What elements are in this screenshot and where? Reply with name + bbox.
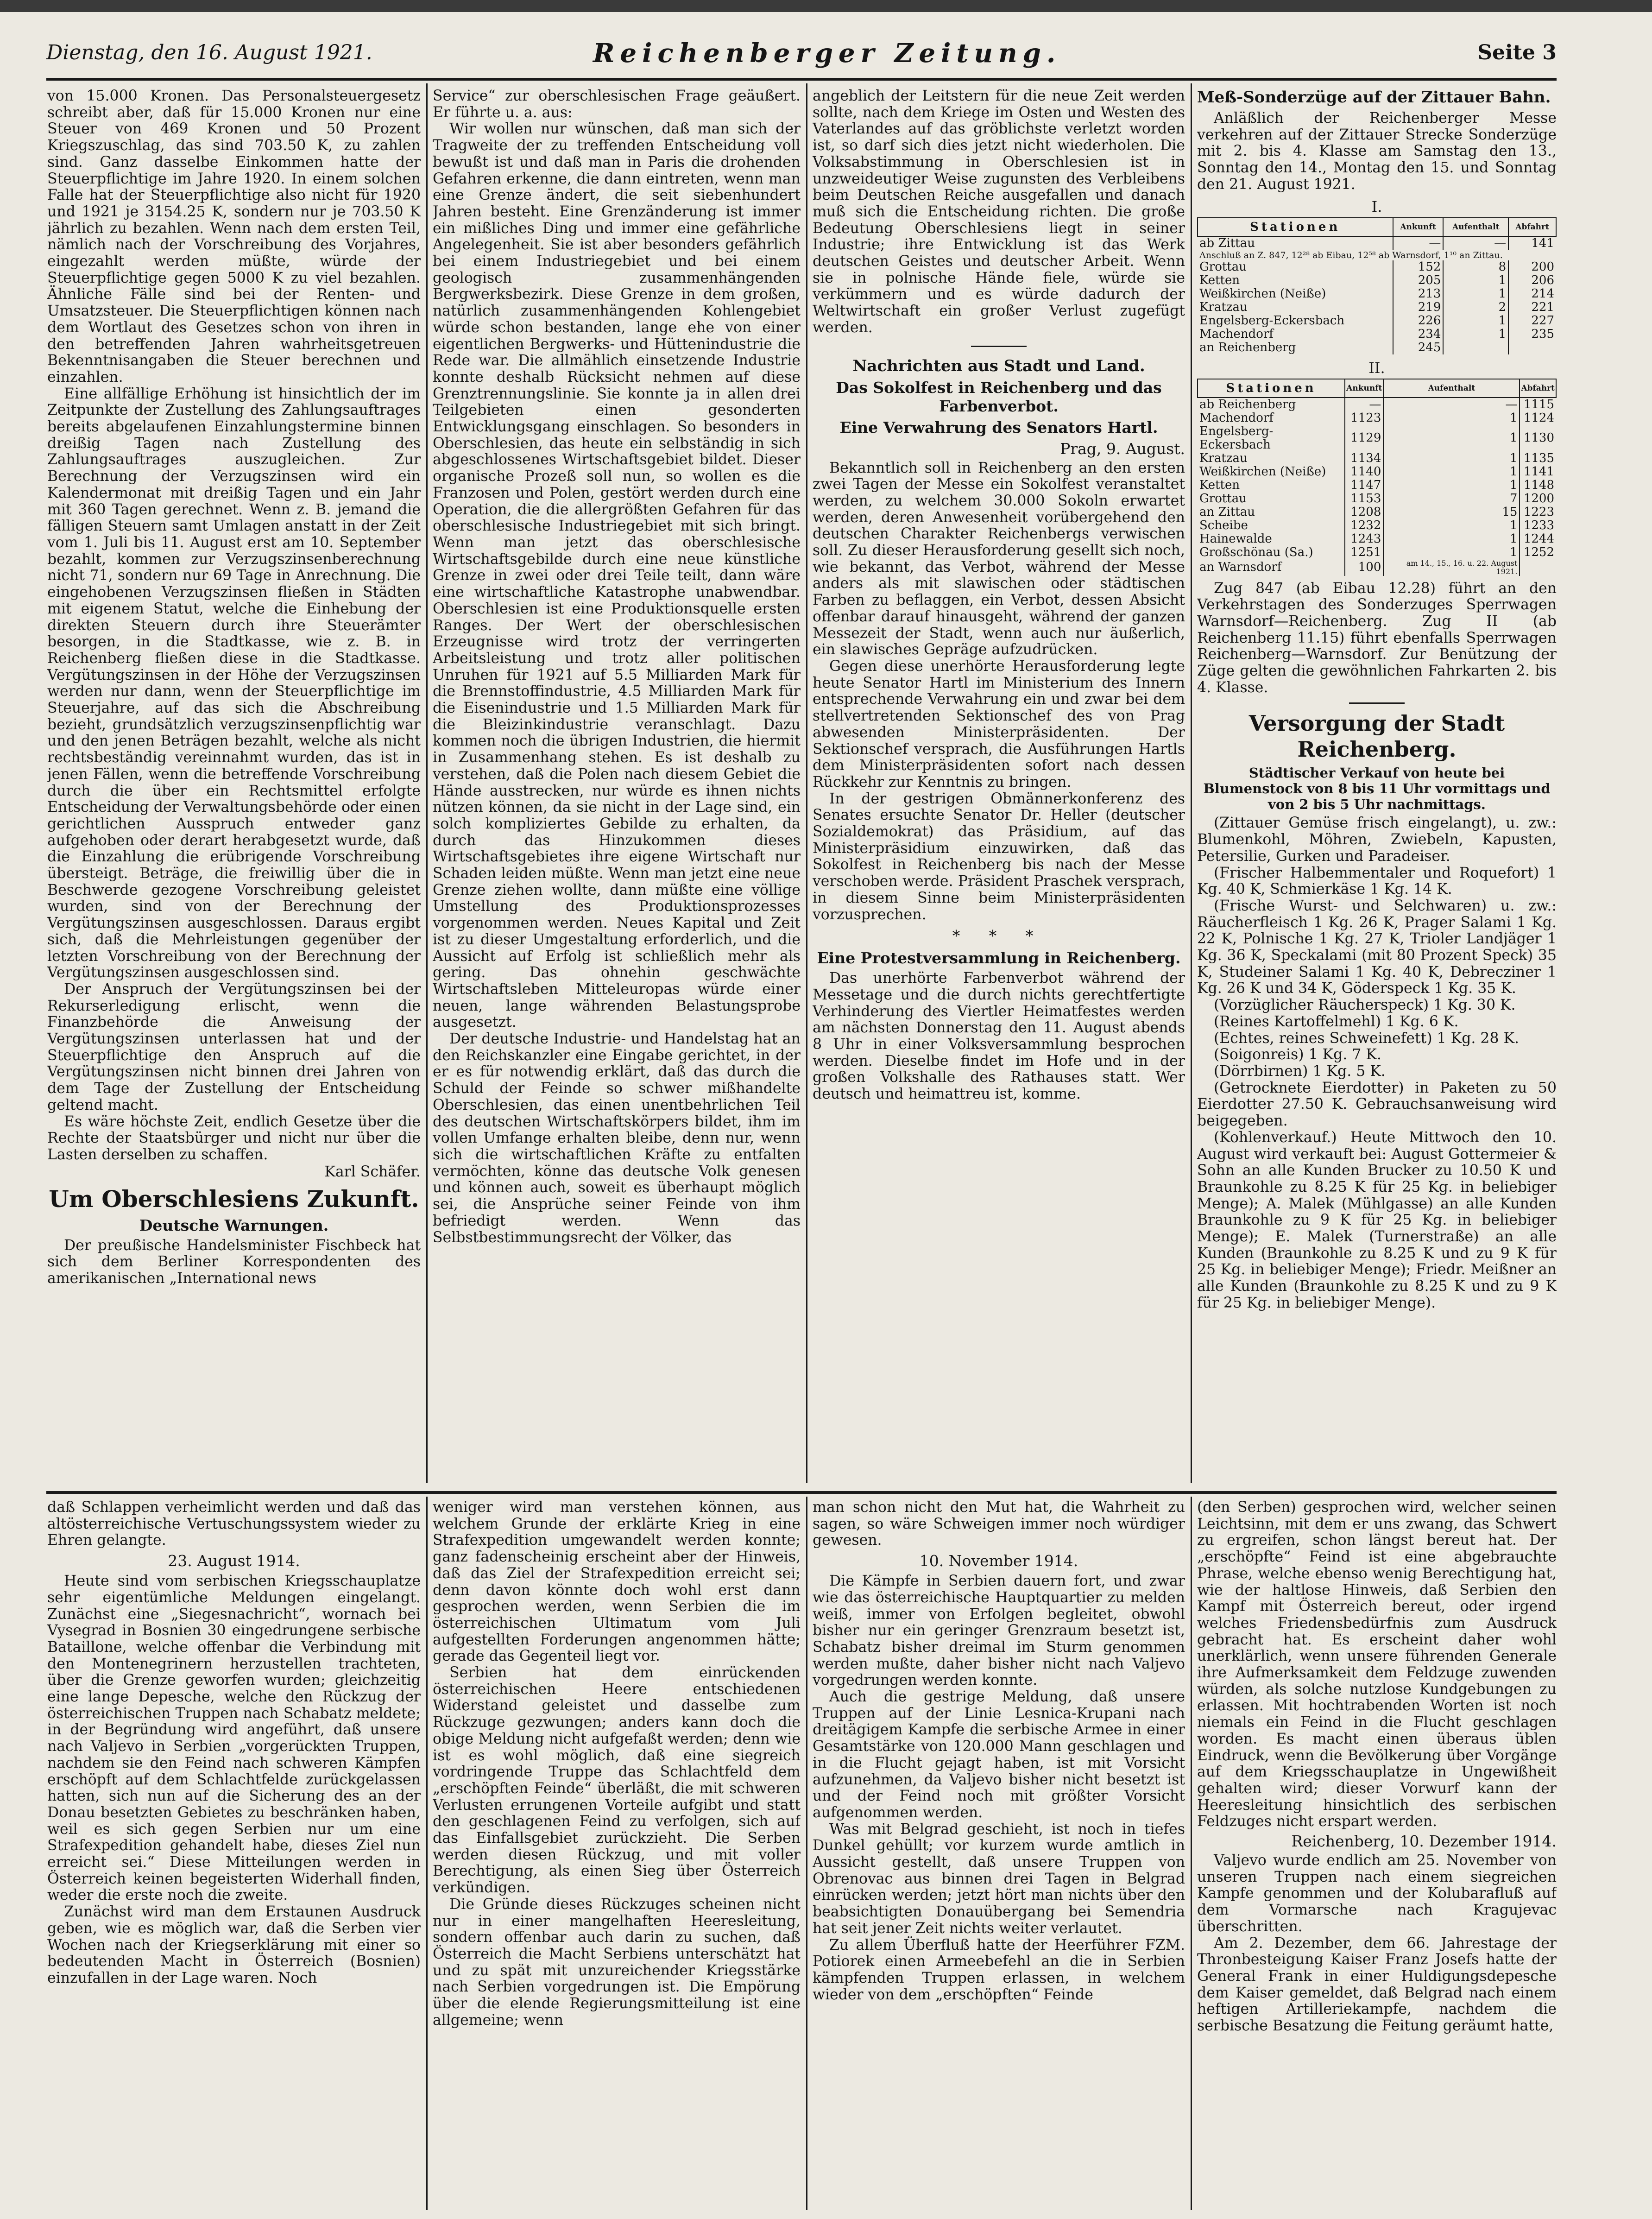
article-paragraph: Die Kämpfe in Serbien dauern fort, und zwar wie das österreichische Hauptquartier zu melden weiß, immer von Erfolgen begleitet, obwohl bisher nur ein geringer Grenzraum besetzt ist, Schabatz bisher dreimal im Sturm genommen werden mußte, daher bisher nicht nach Valjevo vorgedrungen werden konnte. [813, 1573, 1185, 1689]
station-cell: Ketten [1199, 478, 1240, 492]
arrival-cell: 1243 [1345, 532, 1383, 546]
column-rule [806, 1497, 807, 2210]
scan-edge [0, 0, 1652, 12]
article-headline: Das Sokolfest in Reichenberg und das Farbenverbot. [836, 378, 1162, 415]
article-paragraph: Die Gründe dieses Rückzuges scheinen nicht nur in einer mangelhaften Heeresleitung, sondern offenbar auch darin zu suchen, daß Österreich die Macht Serbiens unterschätzt hat und zu spät mit unzureichender Kriegsstärke nach Serbien vorgedrungen ist. Die Empörung über die elende Regierungsmitteilung ist eine allgemeine; wenn [433, 1896, 801, 2029]
table-row [1198, 492, 1556, 506]
arrival-cell: 1147 [1345, 479, 1383, 492]
diary-date: 10. November 1914. [919, 1552, 1078, 1570]
departure-cell [1520, 559, 1556, 576]
station-cell: Weißkirchen (Neiße) [1199, 286, 1326, 301]
departure-cell: 227 [1508, 314, 1556, 328]
supply-item: (Kohlenverkauf.) Heute Mittwoch den 10. August wird verkauft bei: August Gottermeier & Sohn an alle Kunden Brucker zu 10.50 K und Braunkohle zu 8.25 K für 25 Kg. in beliebiger Menge); A. Malek (Mühlgasse) an alle Kunden Braunkohle zu 9 K für 25 Kg. in beliebiger Menge); E. Malek (Turnerstraße) an alle Kunden (Braunkohle zu 8.25 K und zu 9 K für 25 Kg. in beliebiger Menge); Friedr. Meißner an alle Kunden (Braunkohle zu 8.25 K und zu 9 K für 25 Kg. in beliebiger Menge). [1197, 1129, 1557, 1311]
departure-cell: 200 [1508, 260, 1556, 274]
article-paragraph: Valjevo wurde endlich am 25. November von unseren Truppen nach einem siegreichen Kampfe genommen und der Kolubarafluß auf dem Vormarsche nach Kragujevac überschritten. [1197, 1852, 1557, 1935]
article-paragraph: daß Schlappen verheimlicht werden und daß das altösterreichische Vertuschungssystem wieder zu Ehren gelangte. [47, 1499, 421, 1549]
stop-cell: — [1383, 398, 1520, 411]
departure-cell: 1244 [1520, 532, 1556, 546]
station-cell: Scheibe [1199, 518, 1248, 532]
departure-cell: 1223 [1520, 506, 1556, 519]
departure-cell: 141 [1508, 236, 1556, 250]
bottom-column-1 [47, 1499, 421, 2213]
departure-cell: 1130 [1520, 425, 1556, 452]
arrival-cell: 1251 [1345, 546, 1383, 559]
bottom-column-2 [433, 1499, 801, 2213]
station-cell: Kratzau [1199, 451, 1248, 465]
stop-cell: 8 [1443, 260, 1508, 274]
column-3 [813, 88, 1185, 1487]
table-row [1198, 519, 1556, 532]
table-row [1198, 546, 1556, 559]
departure-cell: 1233 [1520, 519, 1556, 532]
table-label: II. [1368, 359, 1385, 377]
dateline: Prag, 9. August. [1060, 439, 1185, 458]
station-cell: Engelsberg-Eckersbach [1199, 313, 1345, 328]
table-row [1198, 250, 1556, 260]
supply-list [1197, 815, 1557, 1311]
column-header: Aufenthalt [1443, 218, 1508, 236]
article-paragraph: Auch die gestrige Meldung, daß unsere Truppen auf der Linie Lesnica-Krupani nach dreitägigem Kampfe die serbische Armee in einer Gesamtstärke von 120.000 Mann geschlagen und in die Flucht gejagt haben, ist mit Vorsicht aufzunehmen, da Valjevo bisher nicht besetzt ist und der Feind noch mit größter Vorsicht aufgenommen werden. [813, 1688, 1185, 1821]
station-cell: Machendorf [1199, 411, 1274, 425]
stop-cell: 1 [1383, 519, 1520, 532]
article-paragraph: Serbien hat dem einrückenden österreichischen Heere entschiedenen Widerstand geleistet und dasselbe zum Rückzuge gezwungen; anders kann doch die obige Meldung nicht aufgefaßt werden; denn wie ist es wohl möglich, daß eine siegreich vordringende Truppe das Schlachtfeld dem „erschöpften Feinde“ überläßt, die mit schweren Verlusten errungenen Vorteile aufgibt und statt den geschlagenen Feind zu verfolgen, sich auf das Einfallsgebiet zurückzieht. Die Serben werden diesen Rückzug, und mit voller Berechtigung, als einen Sieg über Österreich verkündigen. [433, 1664, 801, 1897]
section-rule [46, 1491, 1557, 1494]
article-paragraph: Zug 847 (ab Eibau 12.28) führt an den Verkehrstagen des Sonderzuges Sperrwagen Warnsdorf—Reichenberg. Zug II (ab Reichenberg 11.15) führt ebenfalls Sperrwagen Reichenberg—Warnsdorf. Zur Benützung der Züge gelten die gewöhnlichen Fahrkarten 2. bis 4. Klasse. [1197, 580, 1557, 696]
article-paragraph: (den Serben) gesprochen wird, welcher seinen Leichtsinn, mit dem er uns zwang, das Schwert zu ergreifen, schon längst bereut hat. Der „erschöpfte“ Feind ist eine abgebrauchte Phrase, welche ebenso wenig Berechtigung hat, wie der haltlose Hinweis, daß Serbien den Kampf mit Österreich bereut, oder irgend welches Friedensbedürfnis zum Ausdruck gebracht hat. Es erscheint daher wohl unerklärlich, wenn unsere führenden Generale ihre Aufmerksamkeit dem Feldzuge zuwenden würden, als solche nutzlose Kundgebungen zu erlassen. Mit hochtrabenden Worten ist noch niemals ein Feind in die Flucht geschlagen worden. Es macht einen überaus üblen Eindruck, wenn die Bevölkerung über Vorgänge auf dem Kriegsschauplatze in Ungewißheit gehalten wird; dieser Vorwurf kann der Heeresleitung hinsichtlich des serbischen Feldzuges nicht erspart werden. [1197, 1499, 1557, 1830]
departure-cell: 1252 [1520, 546, 1556, 559]
section-stars: * * * [952, 927, 1046, 945]
stop-cell: 1 [1383, 411, 1520, 425]
stop-cell: 1 [1443, 328, 1508, 341]
article-paragraph: Was mit Belgrad geschieht, ist noch in tiefes Dunkel gehüllt; vor kurzem wurde amtlich in Aussicht gestellt, daß unsere Truppen von Obrenovac aus binnen drei Tagen in Belgrad einrücken werden; jetzt hört man nichts über den beabsichtigten Donauübergang bei Semendria hat seit jener Zeit nichts weiter verlautet. [813, 1821, 1185, 1937]
arrival-cell: 1129 [1345, 425, 1383, 452]
article-paragraph: In der gestrigen Obmännerkonferenz des Senates ersuchte Senator Dr. Heller (deutscher Sozialdemokrat) das Präsidium, auf das Ministerpräsidium einzuwirken, daß das Sokolfest in Reichenberg bis nach der Messe verschoben werde. Präsident Praschek versprach, in diesem Sinne beim Ministerpräsidenten vorzusprechen. [813, 790, 1185, 923]
article-paragraph: von 15.000 Kronen. Das Personalsteuergesetz schreibt aber, daß für 15.000 Kronen nur eine Steuer von 469 Kronen und 50 Prozent Kriegszuschlag, das sind 703.50 K, zu zahlen sind. Ganz dasselbe Einkommen hatte der Steuerpflichtige im Jahre 1920. In einem solchen Falle hat der Steuerpflichtige also nicht für 1920 und 1921 je 3154.25 K, sondern nur je 703.50 K jährlich zu bezahlen. Wenn nach dem ersten Teil, nämlich nach der Vorschreibung des Vorjahres, eingezahlt werden müßte, würde der Steuerpflichtige gegen 5000 K zu viel bezahlen. Ähnliche Fälle sind bei der Renten- und Umsatzsteuer. Die Steuerpflichtigen können nach dem Wortlaut des Gesetzes schon von ihren in den betreffenden Jahren wahrheitsgetreuen Bekenntnisangaben die Steuer berechnen und einzahlen. [47, 88, 421, 386]
arrival-cell: 1232 [1345, 519, 1383, 532]
column-header: Ankunft [1345, 379, 1383, 398]
article-subheadline: Städtischer Verkauf von heute bei Blumenstock von 8 bis 11 Uhr vormittags und von 2 bis 5 Uhr nachmittags. [1203, 765, 1551, 813]
stop-cell: — [1443, 236, 1508, 250]
station-cell: ab Zittau [1199, 236, 1255, 250]
article-paragraph: Zunächst wird man dem Erstaunen Ausdruck geben, wie es möglich war, daß die Serben vier Wochen nach der Kriegserklärung mit einer so bedeutenden Macht in Österreich (Bosnien) einzufallen in der Lage waren. Noch [47, 1903, 421, 1986]
article-headline: Versorgung der Stadt Reichenberg. [1248, 711, 1505, 762]
column-header: Abfahrt [1520, 379, 1556, 398]
stop-cell: 1 [1383, 452, 1520, 465]
stop-cell: 7 [1383, 492, 1520, 506]
table-row [1198, 559, 1556, 576]
article-paragraph: Bekanntlich soll in Reichenberg an den ersten zwei Tagen der Messe ein Sokolfest veranstaltet werden, zu welchem 30.000 Sokoln erwartet werden, deren Anwesenheit vorübergehend den deutschen Charakter Reichenbergs verwischen soll. Zu dieser Herausforderung gesellt sich noch, wie bekannt, das Verbot, während der Messe anders als mit slawischen oder städtischen Farben zu beflaggen, ein Verbot, dessen Absicht offenbar darauf hinausgeht, während der ganzen Messezeit der Stadt, wenn auch nur äußerlich, ein slawisches Gepräge aufzudrücken. [813, 459, 1185, 658]
table-row [1198, 506, 1556, 519]
table-row [1198, 328, 1556, 341]
departure-cell: 206 [1508, 274, 1556, 287]
departure-cell: 1148 [1520, 479, 1556, 492]
column-2 [433, 88, 801, 1487]
column-rule [1191, 1497, 1192, 2210]
departure-cell: 1115 [1520, 398, 1556, 411]
article-paragraph: Das unerhörte Farbenverbot während der Messetage und die durch nichts gerechtfertigte Verhinderung des Viertler Heimatfestes werden am nächsten Donnerstag den 11. August abends 8 Uhr in einer Volksversammlung besprochen werden. Dieselbe findet im Hofe und in der großen Volkshalle des Rathauses statt. Wer deutsch und heimattreu ist, komme. [813, 970, 1185, 1103]
station-cell: an Warnsdorf [1199, 560, 1282, 575]
station-cell: Machendorf [1199, 327, 1274, 341]
station-cell: Ketten [1199, 273, 1240, 287]
supply-item: (Echtes, reines Schweinefett) 1 Kg. 28 K. [1214, 1030, 1520, 1047]
article-paragraph: Der Anspruch der Vergütungszinsen bei der Rekurserledigung erlischt, wenn die Finanzbehörde die Anweisung der Vergütungszinsen unterlassen hat und der Steuerpflichtige den Anspruch auf die Vergütungszinsen nicht binnen drei Jahren von dem Tage der Zustellung der Entscheidung geltend macht. [47, 980, 421, 1113]
arrival-cell: 1208 [1345, 506, 1383, 519]
station-cell: ab Reichenberg [1199, 397, 1296, 411]
table-row [1198, 465, 1556, 479]
author-signature: Karl Schäfer. [324, 1163, 421, 1180]
arrival-cell: 1153 [1345, 492, 1383, 506]
train-schedule-table-1 [1197, 217, 1557, 354]
column-rule [426, 83, 428, 1483]
departure-cell: 1141 [1520, 465, 1556, 479]
arrival-cell: — [1345, 398, 1383, 411]
supply-item: (Getrocknete Eierdotter) in Paketen zu 50 Eierdotter 27.50 K. Gebrauchsanweisung wird beigegeben. [1197, 1079, 1557, 1130]
arrival-cell: 213 [1393, 287, 1444, 301]
departure-cell: 1124 [1520, 411, 1556, 425]
masthead-title: Reichenberger Zeitung. [593, 38, 1061, 69]
column-header: Aufenthalt [1383, 379, 1520, 398]
header-rule [46, 78, 1557, 81]
arrival-cell: 1140 [1345, 465, 1383, 479]
article-paragraph: weniger wird man verstehen können, aus welchem Grunde der erklärte Krieg in eine Strafexpedition umgewandelt werden konnte; ganz fadenscheinig erscheint aber der Hinweis, daß das Ziel der Strafexpedition erreicht sei; denn davon könnte doch wohl erst dann gesprochen werden, wenn Serbien die im österreichischen Ultimatum vom Juli aufgestellten Forderungen angenommen hätte; gerade das Gegenteil liegt vor. [433, 1499, 801, 1665]
article-headline: Eine Protestversammlung in Reichenberg. [817, 949, 1181, 967]
stop-cell: 1 [1383, 546, 1520, 559]
table-row [1198, 287, 1556, 301]
table-row [1198, 301, 1556, 314]
column-4 [1197, 88, 1557, 1487]
stop-cell: 1 [1383, 479, 1520, 492]
supply-item: (Frische Wurst- und Selchwaren) u. zw.: Räucherfleisch 1 Kg. 26 K, Prager Salami 1 Kg. 22 K, Polnische 1 Kg. 27 K, Trioler Landjäger 1 Kg. 36 K, Speckalami (mit 80 Prozent Speck) 35 K, Studeiner Salami 1 Kg. 40 K, Debrecziner 1 Kg. 26 K und 34 K, Göderspeck 1 Kg. 35 K. [1197, 897, 1557, 997]
section-title: Nachrichten aus Stadt und Land. [852, 356, 1145, 375]
diary-date: Reichenberg, 10. Dezember 1914. [1291, 1832, 1557, 1851]
supply-item: (Reines Kartoffelmehl) 1 Kg. 6 K. [1214, 1013, 1459, 1030]
table-row [1198, 236, 1556, 250]
station-cell: an Zittau [1199, 505, 1255, 519]
column-1 [47, 88, 421, 1487]
arrival-cell: 219 [1393, 301, 1444, 314]
table-row [1198, 452, 1556, 465]
column-header: Ankunft [1393, 218, 1444, 236]
article-paragraph: Service“ zur oberschlesischen Frage geäußert. Er führte u. a. aus: [433, 88, 801, 121]
stop-cell: 1 [1383, 465, 1520, 479]
stop-cell [1443, 341, 1508, 354]
table-label: I. [1371, 197, 1382, 215]
station-cell: Großschönau (Sa.) [1199, 545, 1313, 559]
column-rule [806, 83, 807, 1483]
separator-rule [1349, 702, 1405, 704]
supply-item: (Vorzüglicher Räucherspeck) 1 Kg. 30 K. [1214, 997, 1516, 1014]
article-paragraph: Der preußische Handelsminister Fischbeck hat sich dem Berliner Korrespondenten des amerikanischen „International news [47, 1237, 421, 1287]
article-paragraph: man schon nicht den Mut hat, die Wahrheit zu sagen, so wäre Schweigen immer noch würdiger gewesen. [813, 1499, 1185, 1549]
departure-cell: 214 [1508, 287, 1556, 301]
stop-cell: 1 [1443, 287, 1508, 301]
supply-item: (Zittauer Gemüse frisch eingelangt), u. zw.: Blumenkohl, Möhren, Zwiebeln, Kapusten, Petersilie, Gurken und Paradeiser. [1197, 815, 1557, 865]
stop-cell: 1 [1443, 274, 1508, 287]
table-row [1198, 411, 1556, 425]
departure-cell: 1200 [1520, 492, 1556, 506]
table-row [1198, 314, 1556, 328]
arrival-cell: 234 [1393, 328, 1444, 341]
separator-rule [971, 346, 1027, 347]
article-paragraph: Gegen diese unerhörte Herausforderung legte heute Senator Hartl im Ministerium des Innern entsprechende Verwahrung ein und zwar bei dem stellvertretenden Sektionschef des von Prag abwesenden Ministerpräsidenten. Der Sektionschef versprach, die Ausführungen Hartls dem Ministerpräsidenten sofort nach dessen Rückkehr zur Kenntnis zu bringen. [813, 657, 1185, 790]
arrival-cell: 1134 [1345, 452, 1383, 465]
article-paragraph: angeblich der Leitstern für die neue Zeit werden sollte, nach dem Kriege im Osten und Westen des Vaterlandes auf das gröblichste verletzt worden ist, so darf sich dies jetzt nicht wiederholen. Die Volksabstimmung in Oberschlesien ist in unzweideutiger Weise zugunsten des Verbleibens beim Deutschen Reiche ausgefallen und danach muß sich die Entscheidung richten. Die große Bedeutung Oberschlesiens liegt in seiner Industrie; ihre Entwicklung ist das Werk deutschen Geistes und deutscher Arbeit. Wenn sie in polnische Hände fiele, würde sie verkümmern und es würde dadurch der Weltwirtschaft ein großer Verlust zugefügt werden. [813, 88, 1185, 336]
article-subheadline: Eine Verwahrung des Senators Hartl. [839, 418, 1158, 436]
header-date: Dienstag, den 16. August 1921. [46, 41, 372, 64]
article-headline: Um Oberschlesiens Zukunft. [49, 1185, 419, 1213]
departure-cell: 235 [1508, 328, 1556, 341]
station-cell: Grottau [1199, 259, 1247, 274]
article-paragraph: Wir wollen nur wünschen, daß man sich der Tragweite der zu treffenden Entscheidung voll bewußt ist und daß man in Paris die drohenden Gefahren erkenne, die dann eintreten, wenn man eine Grenze ändert, die seit siebenhundert Jahren besteht. Eine Grenzänderung ist immer ein mißliches Ding und immer eine gefährliche Angelegenheit. Sie ist aber besonders gefährlich bei einem Industriegebiet und bei einem geologisch zusammenhängenden Bergwerksbezirk. Diese Grenze in dem großen, natürlich zusammenhängenden Kohlengebiet würde schon bestanden, lange ehe von einer eigentlichen Bergwerks- und Hüttenindustrie die Rede war. Die allmählich einsetzende Industrie konnte deshalb Rücksicht nehmen auf diese Grenztrennungslinie. Sie konnte ja in allen drei Teilgebieten einen gesonderten Entwicklungsgang einschlagen. So besonders in Oberschlesien, das heute ein selbständig in sich abgeschlossenes Wirtschaftsgebiet bildet. Dieser organische Prozeß soll nun, so wollen es die Franzosen und Polen, gestört werden durch eine Operation, die die allergrößten Gefahren für das oberschlesische Industriegebiet mit sich bringt. Wenn man jetzt das oberschlesische Wirtschaftsgebilde durch eine neue künstliche Grenze in zwei oder drei Teile teilt, dann wäre eine wirtschaftliche Katastrophe unabwendbar. Oberschlesien ist eine Produktionsquelle ersten Ranges. Der Wert der oberschlesischen Erzeugnisse wird trotz der verringerten Arbeitsleistung und trotz aller politischen Unruhen für 1921 auf 5.5 Milliarden Mark für die Brennstoffindustrie, 4.5 Milliarden Mark für die Eisenindustrie und 1.5 Milliarden Mark für die Bleizinkindustrie veranschlagt. Dazu kommen noch die übrigen Industrien, die hiermit in Zusammenhang stehen. Es ist deshalb zu verstehen, daß die Polen nach diesem Gebiet die Hände ausstrecken, nur würde es ihnen nichts nützen können, da sie nicht in der Lage sind, ein solch kompliziertes Gebilde zu erhalten, da durch das Hinzukommen dieses Wirtschaftsgebietes ihre eigene Wirtschaft nur Schaden leiden müßte. Wenn man jetzt eine neue Grenze ziehen wollte, dann müßte eine völlige Umstellung des Produktionsprozesses vorgenommen werden. Neues Kapital und Zeit ist zu dieser Umgestaltung erforderlich, und die Aussicht auf Erfolg ist schließlich mehr als gering. Das ohnehin geschwächte Wirtschaftsleben Mitteleuropas würde einer neuen, lange währenden Belastungsprobe ausgesetzt. [433, 120, 801, 1031]
column-rule [1191, 83, 1192, 1483]
column-header: Stationen [1198, 218, 1393, 236]
arrival-cell: 245 [1393, 341, 1444, 354]
stop-cell: 1 [1383, 532, 1520, 546]
article-subheadline: Deutsche Warnungen. [139, 1216, 329, 1234]
column-header: Stationen [1198, 379, 1345, 398]
train-schedule-table-2 [1197, 379, 1557, 576]
arrival-cell: 100 [1345, 559, 1383, 576]
column-header: Abfahrt [1508, 218, 1556, 236]
stop-cell: am 14., 15., 16. u. 22. August 1921. [1383, 559, 1520, 576]
departure-cell [1508, 341, 1556, 354]
train-schedule-title: Meß-Sonderzüge auf der Zittauer Bahn. [1197, 88, 1551, 107]
departure-cell: 1135 [1520, 452, 1556, 465]
stop-cell: 1 [1443, 314, 1508, 328]
stop-cell: 15 [1383, 506, 1520, 519]
station-cell: Hainewalde [1199, 531, 1272, 546]
table-row [1198, 398, 1556, 411]
station-cell: Grottau [1199, 491, 1247, 506]
table-row [1198, 274, 1556, 287]
page-number: Seite 3 [1477, 41, 1557, 64]
bottom-column-4 [1197, 1499, 1557, 2213]
station-cell: Engelsberg-Eckersbach [1199, 424, 1274, 452]
article-paragraph: Am 2. Dezember, dem 66. Jahrestage der Thronbesteigung Kaiser Franz Josefs hatte der General Frank in einer Huldigungsdepesche dem Kaiser gemeldet, daß Belgrad nach einem heftigen Artilleriekampfe, nachdem die serbische Besatzung die Feitung geräumt hatte, [1197, 1935, 1557, 2035]
article-paragraph: Der deutsche Industrie- und Handelstag hat an den Reichskanzler eine Eingabe gerichtet, in der er es für notwendig erklärt, daß das durch die Schuld der Feinde so schwer mißhandelte Oberschlesien, das einen unentbehrlichen Teil des deutschen Wirtschaftskörpers bildet, ihm im vollen Umfange erhalten bleibe, denn nur, wenn sich die wirtschaftlichen Kräfte zu entfalten vermöchten, könne das deutsche Volk genesen und können auch, soweit es überhaupt möglich sei, die Ansprüche seiner Feinde von ihm befriedigt werden. Wenn das Selbstbestimmungsrecht der Völker, das [433, 1030, 801, 1246]
table-row [1198, 425, 1556, 452]
article-paragraph: Zu allem Überfluß hatte der Heerführer FZM. Potiorek einen Armeebefehl an die in Serbien kämpfenden Truppen erlassen, in welchem wieder von dem „erschöpften“ Feinde [813, 1936, 1185, 2003]
table-row [1198, 260, 1556, 274]
supply-item: (Dörrbirnen) 1 Kg. 5 K. [1214, 1062, 1386, 1080]
station-cell: an Reichenberg [1199, 340, 1296, 354]
diary-date: 23. August 1914. [168, 1552, 300, 1570]
arrival-cell: 226 [1393, 314, 1444, 328]
arrival-cell: 1123 [1345, 411, 1383, 425]
bottom-column-3 [813, 1499, 1185, 2213]
table-row [1198, 341, 1556, 354]
table-row [1198, 532, 1556, 546]
stop-cell: 1 [1383, 425, 1520, 452]
table-row [1198, 479, 1556, 492]
page-header [46, 36, 1557, 73]
supply-item: (Frischer Halbemmentaler und Roquefort) 1 Kg. 40 K, Schmierkäse 1 Kg. 14 K. [1197, 864, 1557, 898]
supply-item: (Soigonreis) 1 Kg. 7 K. [1214, 1046, 1381, 1063]
article-paragraph: Es wäre höchste Zeit, endlich Gesetze über die Rechte der Staatsbürger und nicht nur über die Lasten derselben zu schaffen. [47, 1113, 421, 1163]
article-paragraph: Anläßlich der Reichenberger Messe verkehren auf der Zittauer Strecke Sonderzüge mit 2. bis 4. Klasse am Samstag den 13., Sonntag den 14., Montag den 15. und Sonntag den 21. August 1921. [1197, 110, 1557, 193]
station-cell: Kratzau [1199, 300, 1248, 314]
arrival-cell: 152 [1393, 260, 1444, 274]
column-rule [426, 1497, 428, 2210]
article-paragraph: Eine allfällige Erhöhung ist hinsichtlich der im Zeitpunkte der Zustellung des Zahlungsauftrages bereits abgelaufenen Einzahlungstermine binnen dreißig Tagen nach Zustellung des Zahlungsauftrages auszugleichen. Zur Berechnung der Verzugszinsen wird ein Kalendermonat mit dreißig Tagen und ein Jahr mit 360 Tagen gerechnet. Wenn z. B. jemand die fälligen Steuern samt Umlagen anstatt in der Zeit vom 1. Juli bis 11. August erst am 10. September bezahlt, kommen zur Verzugszinsenberechnung nicht 71, sondern nur 69 Tage in Anrechnung. Die eingehobenen Verzugszinsen fließen in Städten mit eigenem Statut, welche die Einhebung der direkten Steuern durch ihre Steuerämter besorgen, in die Stadtkasse, wie z. B. in Reichenberg fließen diese in die Stadtkasse. Vergütungszinsen in der Höhe der Verzugszinsen werden nur dann, wenn der Steuerpflichtige im Steuerjahre, auf das sich die Abschreibung bezieht, grundsätzlich verzugszinsenpflichtig war und den jenen Beträgen bezahlt, welche als nicht rechtsbeständig vereinnahmt wurden, das ist in jenen Fällen, wenn die betreffende Vorschreibung durch die über ein Rechtsmittel erfolgte Entscheidung der Verwaltungsbehörde oder einen gerichtlichen Ausspruch entweder ganz aufgehoben oder derart herabgesetzt wurde, daß die Einzahlung die erübrigende Vorschreibung übersteigt. Beträge, die freiwillig über die in Beschwerde gezogene Vorschreibung geleistet wurden, sind von der Berechnung der Vergütungszinsen ausgeschlossen. Daraus ergibt sich, daß die Mehrleistungen gegenüber der letzten Vorschreibung von der Berechnung der Vergütungszinsen ausgeschlossen sind. [47, 385, 421, 981]
arrival-cell: — [1393, 236, 1444, 250]
arrival-cell: 205 [1393, 274, 1444, 287]
article-paragraph: Heute sind vom serbischen Kriegsschauplatze sehr eigentümliche Meldungen eingelangt. Zunächst eine „Siegesnachricht“, wornach bei Vysegrad in Bosnien 30 eingedrungene serbische Bataillone, welche offenbar die Verbindung mit den Montenegrinern herzustellen trachteten, über die Grenze geworfen wurden; gleichzeitig eine lange Depesche, welche den Rückzug der österreichischen Truppen nach Schabatz meldete; in der Begründung wird angeführt, daß unsere nach Valjevo in Serbien „vorgerückten Truppen, nachdem sie den Feind nach schweren Kämpfen erschöpft auf dem Schlachtfelde zurückgelassen hatten, sich nun auf die Sicherung des an der Donau besetzten Gebietes zu beschränken haben, weil es sich gegen Serbien nur um eine Strafexpedition gehandelt habe, dieses Ziel nun erreicht sei.“ Diese Mitteilungen werden in Österreich keinen begeisterten Widerhall finden, weder die erste noch die zweite. [47, 1573, 421, 1904]
departure-cell: 221 [1508, 301, 1556, 314]
station-cell: Weißkirchen (Neiße) [1199, 464, 1326, 479]
connection-note: Anschluß an Z. 847, 12²⁸ ab Eibau, 12⁵⁸ ab Warnsdorf, 1¹⁰ an Zittau. [1199, 250, 1503, 260]
stop-cell: 2 [1443, 301, 1508, 314]
